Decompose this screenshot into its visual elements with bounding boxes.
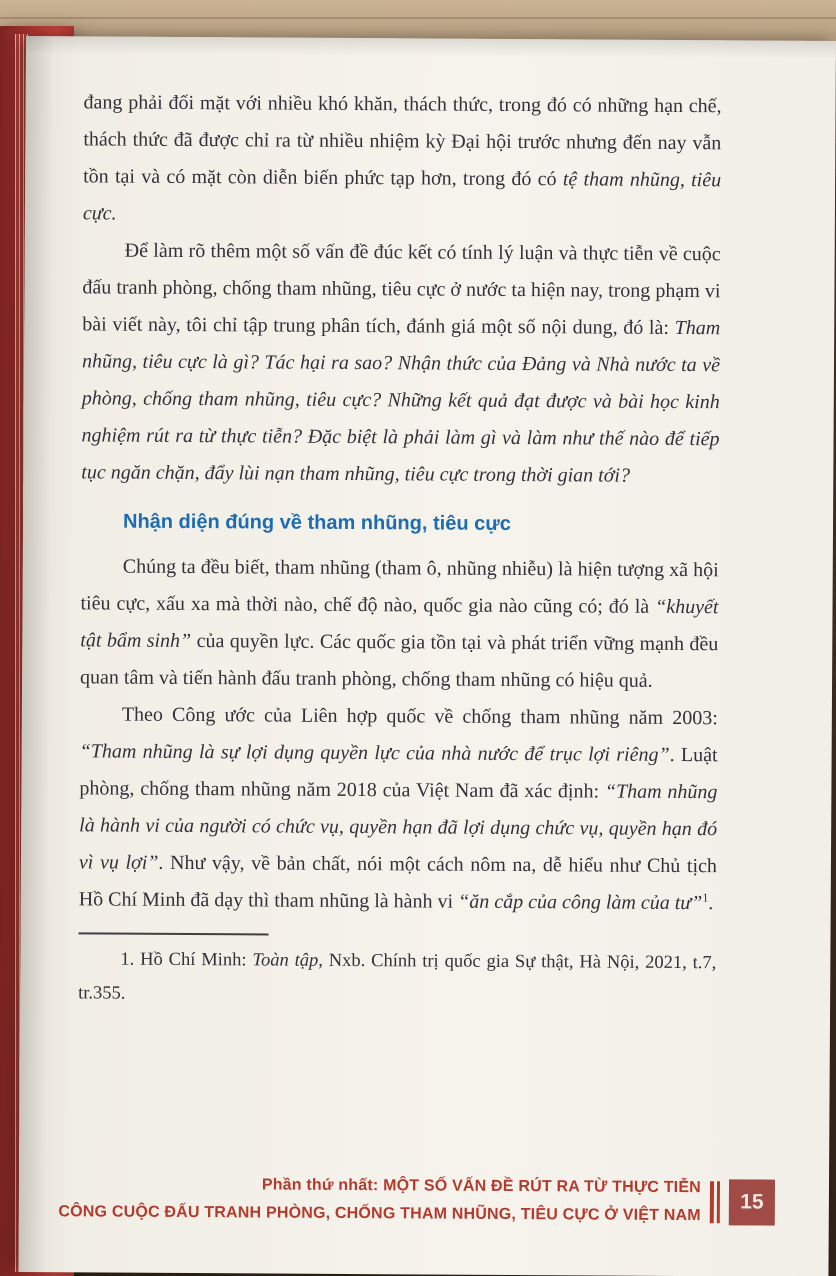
paragraph-segment-italic: Tham nhũng, tiêu cực là gì? Tác hại ra sao? Nhận thức của Đảng và Nhà nước ta về phòng, chống tham nhũng, tiêu cực? Những kết quả đạt được và bài học kinh nghiệm rút ra từ thực tiễn? Đặc biệt là phải làm gì và làm như thế nào để tiếp tục ngăn chặn, đẩy lùi nạn tham nhũng, tiêu cực trong thời gian tới? — [81, 316, 721, 487]
running-footer-prefix: Phần thứ nhất: — [261, 1176, 384, 1195]
book-page — [18, 36, 836, 1276]
paragraph-segment: Theo Công ước của Liên hợp quốc về chống tham nhũng năm 2003: — [121, 703, 718, 730]
paragraph-segment: . — [708, 892, 714, 915]
footnote-segment-italic: Toàn tập, — [252, 950, 323, 971]
footnote-segment: Nxb. Chính trị quốc gia Sự thật, Hà Nội, 2021, t.7, tr.355. — [78, 950, 717, 1004]
footnote — [78, 942, 716, 1014]
footnote-reference: 1 — [702, 890, 709, 905]
footnote-segment: 1. Hồ Chí Minh: — [120, 949, 253, 971]
paragraph-segment-italic: “Tham nhũng là hành vi của người có chức vụ, quyền hạn đã lợi dụng chức vụ, quyền hạn đó vì vụ lợi” — [78, 780, 718, 874]
paragraph-segment-italic: tệ tham nhũng, tiêu cực. — [82, 168, 722, 225]
body-paragraph — [83, 84, 722, 236]
paragraph-segment: . Như vậy, về bản chất, nói một cách nôm na, dễ hiểu như Chủ tịch Hồ Chí Minh đã dạy thì tham nhũng là hành vi — [78, 851, 718, 913]
paragraph-segment: Chúng ta đều biết, tham nhũng (tham ô, nhũng nhiễu) là hiện tượng xã hội tiêu cực, xấu xa mà thời nào, chế độ nào, quốc gia nào cũng có; đó là — [80, 555, 719, 618]
paragraph-segment: của quyền lực. Các quốc gia tồn tại và phát triển vững mạnh đều quan tâm và tiến hành đấu tranh phòng, chống tham nhũng có hiệu quả. — [80, 630, 719, 692]
body-paragraph — [80, 548, 719, 700]
running-footer-text — [58, 1170, 701, 1230]
paragraph-segment: đang phải đối mặt với nhiều khó khăn, thách thức, trong đó có những hạn chế, thách thức đã được chỉ ra từ nhiều nhiệm kỳ Đại hội trước nhưng đến nay vẫn tồn tại và có mặt còn diễn biến phức tạp hơn, trong đó có — [83, 91, 722, 191]
footnote-divider — [79, 932, 269, 935]
paragraph-segment: Để làm rõ thêm một số vấn đề đúc kết có tính lý luận và thực tiễn về cuộc đấu tranh phòng, chống tham nhũng, tiêu cực ở nước ta hiện nay, trong phạm vi bài viết này, tôi chỉ tập trung phân tích, đánh giá một số nội dung, đó là: — [82, 239, 721, 339]
running-footer-title: MỘT SỐ VẤN ĐỀ RÚT RA TỪ THỰC TIỄN — [383, 1177, 702, 1197]
section-heading: Nhận diện đúng về tham nhũng, tiêu cực — [122, 510, 511, 535]
body-paragraph — [79, 696, 718, 922]
paragraph-segment-italic: “ăn cắp của công làm của tư” — [458, 890, 703, 915]
body-paragraph — [81, 232, 721, 495]
paragraph-segment-italic: “khuyết tật bẩm sinh” — [80, 595, 719, 653]
page-number-badge: 15 — [729, 1179, 775, 1225]
text-column — [78, 84, 722, 1014]
running-footer — [58, 1170, 775, 1230]
paragraph-segment-italic: “Tham nhũng là sự lợi dụng quyền lực của nhà nước để trục lợi riêng” — [79, 740, 670, 766]
running-footer-line2: CÔNG CUỘC ĐẤU TRANH PHÒNG, CHỐNG THAM NHŨNG, TIÊU CỰC Ở VIỆT NAM — [58, 1203, 701, 1225]
running-footer-line1 — [59, 1170, 702, 1202]
footer-divider-bars — [710, 1181, 720, 1223]
paragraph-segment: . Luật phòng, chống tham nhũng năm 2018 của Việt Nam đã xác định: — [79, 743, 718, 803]
